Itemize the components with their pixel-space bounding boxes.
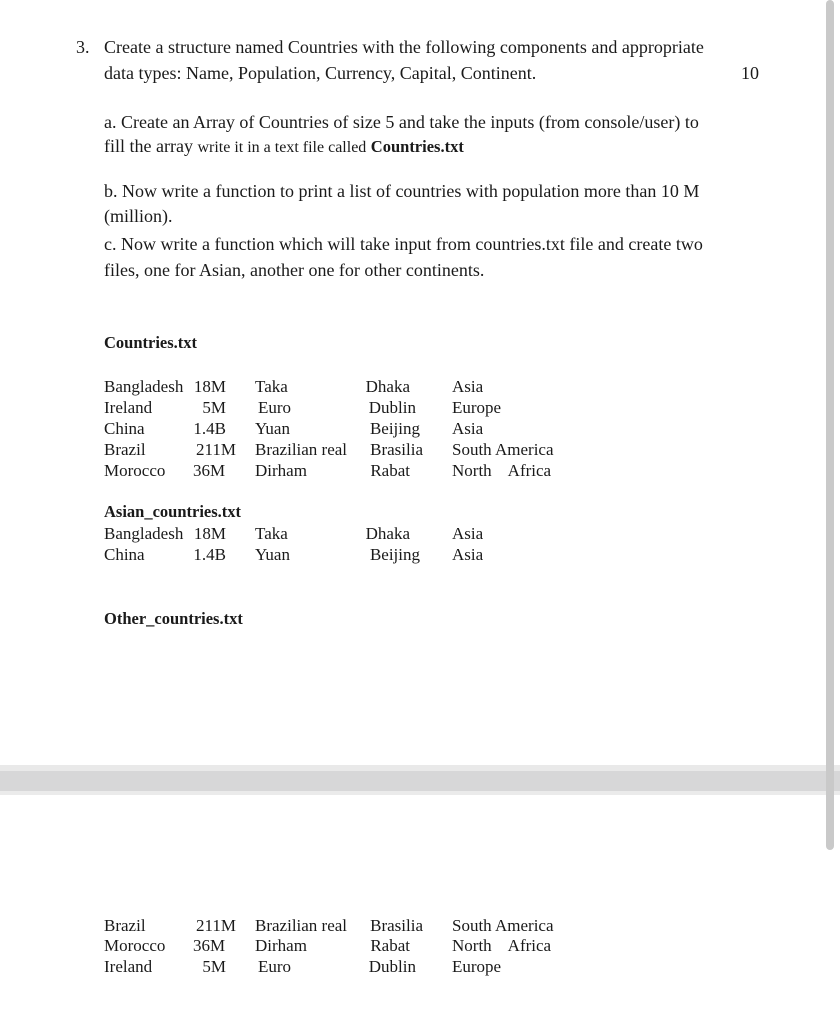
country-currency: Euro [258,957,292,976]
country-currency: Taka [255,524,288,543]
table-row [0,917,840,937]
part-a-filename: Countries.txt [370,137,464,156]
country-population: 5M [202,957,226,976]
country-currency: Brazilian real [255,440,348,459]
country-population: 1.4B [193,545,226,564]
part-c-line-2: files, one for Asian, another one for other continents. [104,260,485,280]
country-population: 211M [196,916,236,935]
country-population: 36M [193,936,226,955]
country-currency: Dirham [255,461,307,480]
country-continent [452,462,551,479]
question-number: 3. [76,37,90,57]
continent-part-b: Africa [507,461,552,480]
country-population: 18M [193,377,226,396]
country-continent: South America [452,440,554,459]
part-c-line-1: c. Now write a function which will take input from countries.txt file and create two [104,234,703,254]
country-name: Ireland [104,398,153,417]
part-a-prefix: fill the array [104,136,193,156]
country-currency: Euro [258,398,292,417]
continent-part-a: North [452,461,492,480]
table-row [0,420,840,440]
countries-file-title: Countries.txt [104,333,198,352]
part-a-line-2 [104,137,464,156]
country-currency: Yuan [255,545,290,564]
country-name: Bangladesh [104,377,184,396]
country-currency: Yuan [255,419,290,438]
page-break-bottom [0,791,840,795]
country-name: Brazil [104,440,146,459]
country-name: Brazil [104,916,146,935]
country-capital: Brasilia [370,440,423,459]
country-capital: Rabat [370,461,410,480]
part-a-small-text: write it in a text file called [197,139,367,156]
table-row [0,462,840,482]
country-continent: Asia [452,377,484,396]
question-marks: 10 [741,63,759,83]
country-capital: Dublin [368,398,416,417]
country-continent: Europe [452,398,502,417]
country-currency: Taka [255,377,288,396]
country-currency: Dirham [255,936,307,955]
table-row [0,958,840,978]
country-continent: Asia [452,419,484,438]
country-capital: Dublin [368,957,416,976]
country-capital: Rabat [370,936,410,955]
table-row [0,525,840,545]
part-b-line-1: b. Now write a function to print a list of countries with population more than 10 M [104,181,700,201]
country-capital: Dhaka [365,377,410,396]
country-continent [452,937,551,954]
table-row [0,399,840,419]
country-capital: Brasilia [370,916,423,935]
country-population: 18M [193,524,226,543]
country-population: 5M [202,398,226,417]
table-row [0,441,840,461]
country-continent: Europe [452,957,502,976]
country-name: China [104,419,145,438]
country-capital: Beijing [369,419,420,438]
part-a-line-1: a. Create an Array of Countries of size 5 and take the inputs (from console/user) to [104,112,699,132]
country-continent: Asia [452,545,484,564]
country-population: 36M [193,461,226,480]
asian-file-title: Asian_countries.txt [104,502,242,521]
country-capital: Beijing [369,545,420,564]
country-population: 211M [196,440,236,459]
table-row [0,937,840,957]
question-line-2: data types: Name, Population, Currency, Capital, Continent. [104,63,537,83]
page-break [0,771,840,791]
country-population: 1.4B [193,419,226,438]
country-continent: Asia [452,524,484,543]
table-row [0,378,840,398]
country-name: Ireland [104,957,153,976]
scrollbar[interactable] [826,0,834,850]
country-capital: Dhaka [365,524,410,543]
continent-part-b: Africa [507,936,552,955]
continent-part-a: North [452,936,492,955]
country-name: Morocco [104,461,166,480]
country-continent: South America [452,916,554,935]
part-b-line-2: (million). [104,206,173,226]
table-row [0,546,840,566]
country-name: China [104,545,145,564]
country-currency: Brazilian real [255,916,348,935]
country-name: Bangladesh [104,524,184,543]
question-line-1: Create a structure named Countries with the following components and appropriate [104,37,704,57]
other-file-title: Other_countries.txt [104,609,243,628]
country-name: Morocco [104,936,166,955]
